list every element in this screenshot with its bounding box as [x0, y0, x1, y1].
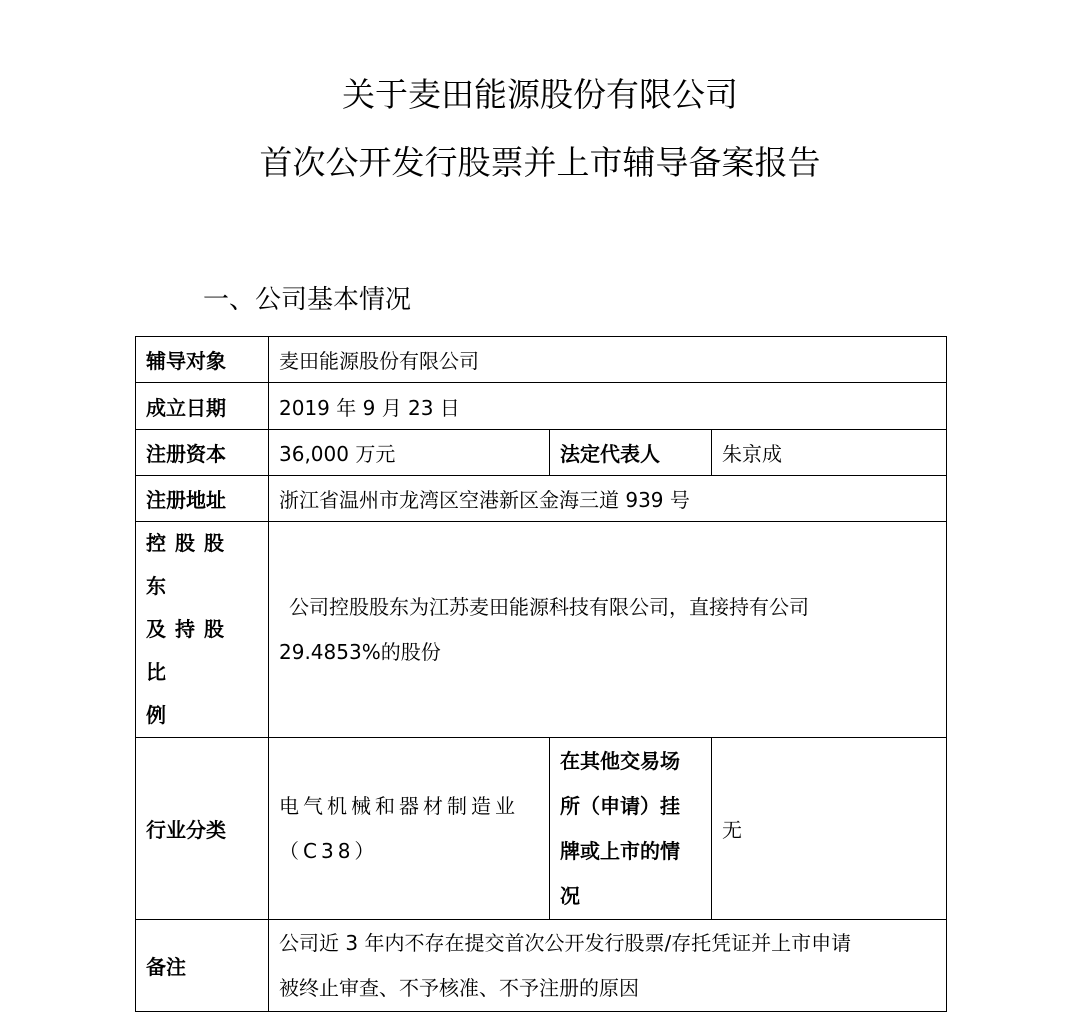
table-row-capital — [136, 430, 947, 476]
label-other-listing-line-1: 在其他交易场 — [560, 748, 680, 773]
label-shareholder-line-2: 及持股比 — [146, 617, 233, 684]
value-other-listing: 无 — [712, 738, 947, 920]
value-capital: 36,000 万元 — [269, 430, 550, 476]
value-legal-rep: 朱京成 — [712, 430, 947, 476]
table-row-remarks — [136, 920, 947, 1012]
document-title-line-2: 首次公开发行股票并上市辅导备案报告 — [259, 143, 821, 182]
label-other-listing-line-2: 所（申请）挂 — [560, 793, 680, 818]
label-capital: 注册资本 — [136, 430, 269, 476]
label-other-listing-line-4: 况 — [560, 883, 580, 908]
value-industry-line-1: 电气机械和器材制造业 — [279, 793, 519, 818]
label-subject: 辅导对象 — [136, 337, 269, 383]
table-row-shareholder — [136, 522, 947, 738]
value-address: 浙江省温州市龙湾区空港新区金海三道 939 号 — [269, 476, 947, 522]
value-industry-line-2: （C38） — [279, 838, 379, 863]
value-shareholder — [269, 522, 947, 738]
label-founded: 成立日期 — [136, 383, 269, 430]
label-remarks: 备注 — [136, 920, 269, 1012]
company-info-table — [135, 336, 947, 1012]
value-shareholder-line-1: 公司控股股东为江苏麦田能源科技有限公司，直接持有公司 — [289, 594, 809, 619]
table-row-subject — [136, 337, 947, 383]
section-heading: 一、公司基本情况 — [203, 285, 412, 315]
value-remarks — [269, 920, 947, 1012]
label-address: 注册地址 — [136, 476, 269, 522]
label-other-listing-line-3: 牌或上市的情 — [560, 838, 680, 863]
value-shareholder-line-2: 29.4853%的股份 — [279, 639, 441, 664]
document-title-line-1: 关于麦田能源股份有限公司 — [342, 75, 738, 114]
label-legal-rep: 法定代表人 — [550, 430, 712, 476]
value-industry — [269, 738, 550, 920]
label-shareholder-line-1: 控股股东 — [146, 531, 233, 598]
table-row-address — [136, 476, 947, 522]
value-remarks-line-1: 公司近 3 年内不存在提交首次公开发行股票/存托凭证并上市申请 — [279, 930, 852, 955]
value-remarks-line-2: 被终止审查、不予核准、不予注册的原因 — [279, 975, 639, 1000]
value-subject: 麦田能源股份有限公司 — [269, 337, 947, 383]
value-founded: 2019 年 9 月 23 日 — [269, 383, 947, 430]
label-industry: 行业分类 — [136, 738, 269, 920]
table-row-industry — [136, 738, 947, 920]
label-other-listing — [550, 738, 712, 920]
label-shareholder — [136, 522, 269, 738]
label-shareholder-line-3: 例 — [146, 703, 175, 727]
table-row-founded — [136, 383, 947, 430]
